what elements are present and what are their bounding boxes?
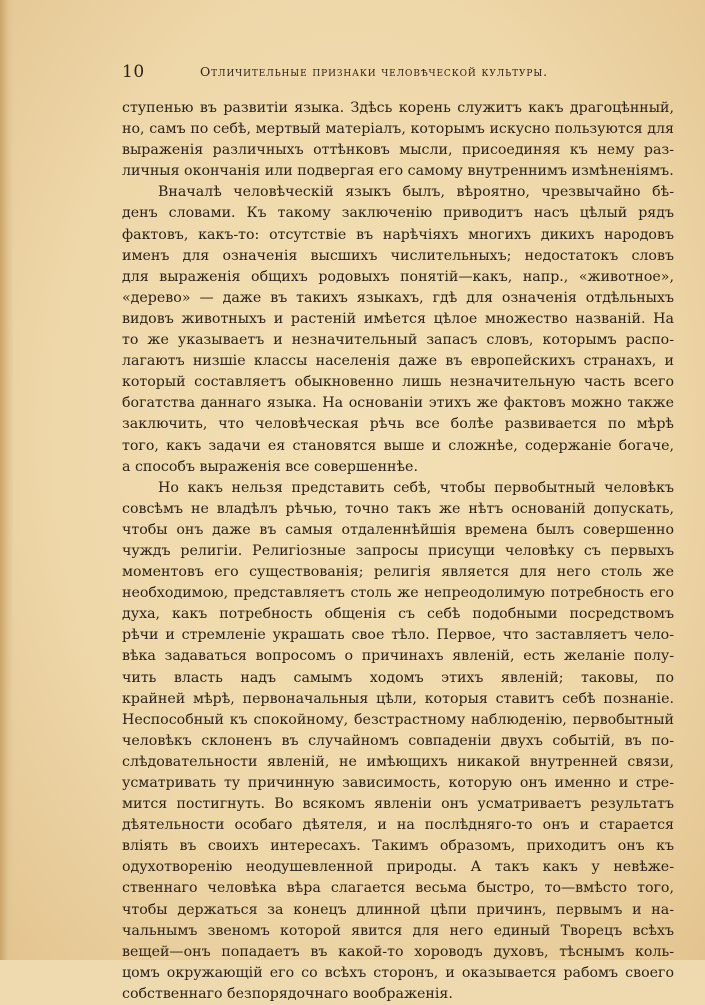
text-line: совсѣмъ не владѣлъ рѣчью, точно такъ же нѣтъ основаній допускать, [122,500,674,517]
text-line: но, самъ по себѣ, мертвый матеріалъ, которымъ искусно пользуются для [122,121,674,138]
text-line: необходимою, представляетъ столь же непреодолимую потребность его [122,585,674,602]
text-line: чтобы держаться за конецъ длинной цѣпи причинъ, первымъ и на- [122,901,674,918]
text-line: духа, какъ потребность общенія съ себѣ подобными посредствомъ [122,606,674,623]
text-line: который составляетъ обыкновенно лишь незначительную часть всего [122,374,674,391]
text-line: денъ словами. Къ такому заключенію приводитъ насъ цѣлый рядъ [122,205,674,222]
paragraph [122,182,674,477]
text-line: чальнымъ звеномъ которой явится для него единый Творецъ всѣхъ [122,922,674,939]
text-line: фактовъ, какъ-то: отсутствіе въ нарѣчіяхъ многихъ дикихъ народовъ [122,226,674,243]
text-line: Вначалѣ человѣческій языкъ былъ, вѣроятно, чрезвычайно бѣ- [158,184,674,201]
text-line: крайней мѣрѣ, первоначальныя цѣли, которыя ставитъ себѣ познаніе. [122,690,674,707]
text-line: одухотворенію неодушевленной природы. А такъ какъ у невѣже- [122,859,674,876]
text-line: богатства даннаго языка. На основаніи этихъ же фактовъ можно также [122,395,674,412]
text-line: «дерево» — даже въ такихъ языкахъ, гдѣ для означенія отдѣльныхъ [122,289,674,306]
running-title: Отличительные признаки человѣческой культуры. [200,64,549,79]
text-line: вѣка задаваться вопросомъ о причинахъ явленій, есть желаніе полу- [122,648,674,665]
text-line: человѣкъ склоненъ въ случайномъ совпаденіи двухъ событій, въ по- [122,732,674,749]
text-line: личныя окончанія или подвергая его самому внутреннимъ измѣненіямъ. [122,163,674,180]
page-number: 10 [122,62,145,82]
paragraph [122,478,674,1005]
text-line: цомъ окружающій его со всѣхъ сторонъ, и оказывается рабомъ своего [122,964,674,981]
text-line: для выраженія общихъ родовыхъ понятій—какъ, напр., «животное», [122,268,674,285]
page-edge [0,0,14,960]
text-line: Неспособный къ спокойному, безстрастному наблюденію, первобытный [122,711,674,728]
text-line: ственнаго человѣка вѣра слагается весьма быстро, то—вмѣсто того, [122,880,674,897]
text-line: видовъ животныхъ и растеній имѣется цѣлое множество названій. На [122,310,674,327]
paragraph [122,98,674,182]
text-line: лагаютъ низшіе классы населенія даже въ европейскихъ странахъ, и [122,353,674,370]
text-line: выраженія различныхъ оттѣнковъ мысли, присоединяя къ нему раз- [122,142,674,159]
text-line: дѣятельности особаго дѣятеля, и на послѣдняго-то онъ и старается [122,817,674,834]
text-line: именъ для означенія высшихъ числительныхъ; недостатокъ словъ [122,247,674,264]
body-text [122,98,674,1005]
text-line: рѣчи и стремленіе украшать свое тѣло. Первое, что заставляетъ чело- [122,627,674,644]
text-line: то же указываетъ и незначительный запасъ словъ, которымъ распо- [122,332,674,349]
text-line: вліять въ своихъ интересахъ. Такимъ образомъ, приходитъ онъ къ [122,838,674,855]
text-line: чтобы онъ даже въ самыя отдаленнѣйшія времена былъ совершенно [122,521,674,538]
page-header [122,62,668,88]
text-line: заключить, что человѣческая рѣчь все болѣе развивается по мѣрѣ [122,416,674,433]
text-line: мится постигнуть. Во всякомъ явленіи онъ усматриваетъ результатъ [122,796,674,813]
text-line: Но какъ нельзя представить себѣ, чтобы первобытный человѣкъ [158,479,674,496]
text-line: того, какъ задачи ея становятся выше и сложнѣе, содержаніе богаче, [122,437,674,454]
text-line: а способъ выраженія все совершеннѣе. [122,458,418,475]
text-line: чуждъ религіи. Религіозные запросы присущи человѣку съ первыхъ [122,542,674,559]
text-line: собственнаго безпорядочнаго воображенія. [122,985,453,1002]
text-line: чить власть надъ самымъ ходомъ этихъ явленій; таковы, по [122,669,674,686]
text-line: ступенью въ развитіи языка. Здѣсь корень служитъ какъ драгоцѣнный, [122,100,674,116]
text-line: моментовъ его существованія; религія является для него столь же [122,564,674,581]
text-line: слѣдовательности явленій, не имѣющихъ никакой внутренней связи, [122,753,674,770]
text-line: усматривать ту причинную зависимость, которую онъ именно и стре- [122,775,674,791]
text-line: вещей—онъ попадаетъ въ какой-то хороводъ духовъ, тѣснымъ коль- [122,943,674,960]
